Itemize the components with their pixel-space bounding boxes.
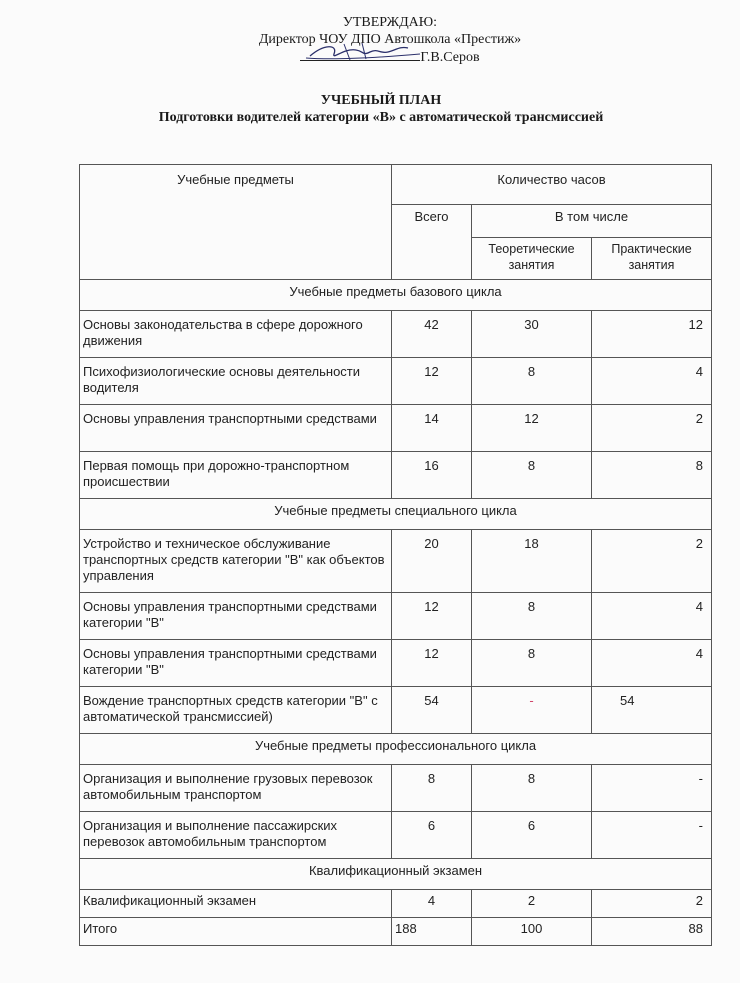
total-theory: 100: [472, 918, 592, 946]
section-title: Учебные предметы специального цикла: [80, 499, 712, 530]
hours-total: 12: [392, 358, 472, 405]
header-including: В том числе: [472, 205, 712, 238]
subject-name: Первая помощь при дорожно-транспортном происшествии: [80, 452, 392, 499]
hours-practice: 4: [592, 640, 712, 687]
total-label: Итого: [80, 918, 392, 946]
subject-name: Вождение транспортных средств категории "В" с автоматической трансмиссией): [80, 687, 392, 734]
subject-name: Основы управления транспортными средствами категории "В": [80, 640, 392, 687]
hours-theory: 8: [472, 358, 592, 405]
hours-practice: 2: [592, 530, 712, 593]
section-row: [80, 859, 712, 890]
subject-name: Квалификационный экзамен: [80, 890, 392, 918]
document-header: [0, 92, 740, 126]
table-row: [80, 405, 712, 452]
hours-total: 6: [392, 812, 472, 859]
handwritten-signature: [304, 40, 424, 64]
hours-theory: 8: [472, 765, 592, 812]
hours-theory: 6: [472, 812, 592, 859]
table-row: [80, 812, 712, 859]
subject-name: Психофизиологические основы деятельности водителя: [80, 358, 392, 405]
table-row: [80, 687, 712, 734]
hours-total: 42: [392, 311, 472, 358]
document-subtitle: Подготовки водителей категории «В» с автоматической трансмиссией: [158, 110, 604, 125]
table-row: [80, 765, 712, 812]
subject-name: Основы управления транспортными средствами: [80, 405, 392, 452]
table-row: [80, 593, 712, 640]
approval-position: Директор ЧОУ ДПО Автошкола «Престиж»: [258, 32, 522, 47]
document-title: УЧЕБНЫЙ ПЛАН: [320, 93, 442, 108]
signature-blank: [300, 48, 420, 61]
table-row: [80, 311, 712, 358]
subject-name: Организация и выполнение пассажирских перевозок автомобильным транспортом: [80, 812, 392, 859]
hours-practice: 2: [592, 405, 712, 452]
hours-practice: 2: [592, 890, 712, 918]
total-row: [80, 918, 712, 946]
hours-total: 12: [392, 593, 472, 640]
section-row: [80, 734, 712, 765]
section-title: Учебные предметы базового цикла: [80, 280, 712, 311]
curriculum-table: [79, 164, 712, 946]
hours-practice: 4: [592, 358, 712, 405]
hours-total: 54: [392, 687, 472, 734]
hours-theory: 8: [472, 593, 592, 640]
table-row: [80, 890, 712, 918]
header-total: Всего: [392, 205, 472, 280]
hours-practice: 4: [592, 593, 712, 640]
hours-theory: -: [472, 687, 592, 734]
hours-total: 14: [392, 405, 472, 452]
hours-practice: 54: [592, 687, 712, 734]
approval-signer: Г.В.Серов: [420, 50, 480, 65]
hours-practice: -: [592, 765, 712, 812]
section-title: Учебные предметы профессионального цикла: [80, 734, 712, 765]
table-row: [80, 358, 712, 405]
hours-practice: -: [592, 812, 712, 859]
subject-name: Основы управления транспортными средствами категории "В": [80, 593, 392, 640]
hours-total: 8: [392, 765, 472, 812]
header-hours: Количество часов: [392, 165, 712, 205]
hours-theory: 12: [472, 405, 592, 452]
hours-practice: 12: [592, 311, 712, 358]
hours-total: 20: [392, 530, 472, 593]
header-theory: Теоретические занятия: [472, 238, 592, 280]
header-subjects: Учебные предметы: [80, 165, 392, 280]
total-hours: 188: [392, 918, 472, 946]
approval-block: [0, 14, 740, 66]
approval-signature-line: [0, 48, 740, 66]
section-row: [80, 280, 712, 311]
hours-theory: 8: [472, 452, 592, 499]
hours-theory: 2: [472, 890, 592, 918]
table-row: [80, 640, 712, 687]
hours-theory: 18: [472, 530, 592, 593]
hours-total: 16: [392, 452, 472, 499]
hours-practice: 8: [592, 452, 712, 499]
subject-name: Основы законодательства в сфере дорожного движения: [80, 311, 392, 358]
hours-theory: 8: [472, 640, 592, 687]
table-row: [80, 452, 712, 499]
hours-total: 4: [392, 890, 472, 918]
hours-total: 12: [392, 640, 472, 687]
section-row: [80, 499, 712, 530]
hours-theory: 30: [472, 311, 592, 358]
total-practice: 88: [592, 918, 712, 946]
header-practice: Практические занятия: [592, 238, 712, 280]
subject-name: Организация и выполнение грузовых перевозок автомобильным транспортом: [80, 765, 392, 812]
approval-title: УТВЕРЖДАЮ:: [342, 15, 438, 30]
section-title: Квалификационный экзамен: [80, 859, 712, 890]
subject-name: Устройство и техническое обслуживание транспортных средств категории "В" как объектов управления: [80, 530, 392, 593]
table-row: [80, 530, 712, 593]
